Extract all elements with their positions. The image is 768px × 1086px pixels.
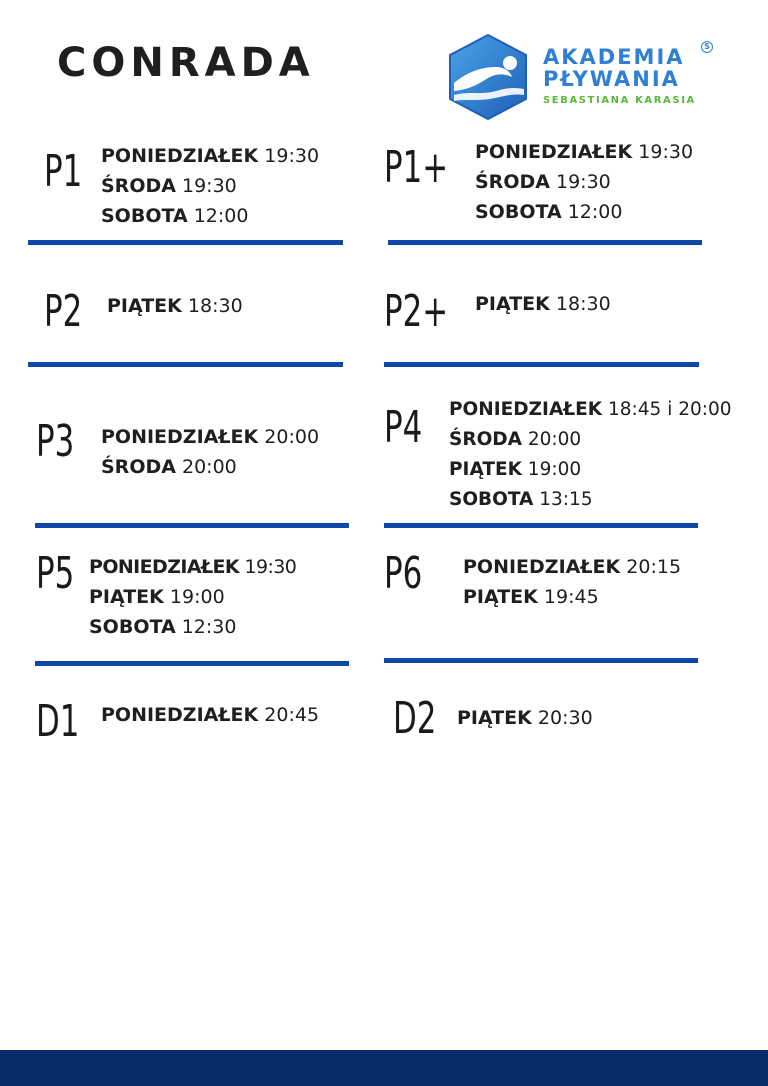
- group-schedule: [449, 395, 732, 515]
- schedule-time: 12:00: [561, 201, 623, 223]
- schedule-day: PIĄTEK: [457, 707, 532, 729]
- schedule-time: 19:45: [537, 586, 599, 608]
- group-code: P1: [44, 146, 83, 197]
- group-code: P4: [384, 402, 423, 453]
- schedule-row: [101, 700, 319, 730]
- section-divider: [384, 362, 699, 367]
- footer-bar: [0, 1050, 768, 1086]
- schedule-day: ŚRODA: [101, 175, 176, 197]
- page-title: CONRADA: [57, 40, 315, 86]
- group-schedule: [101, 141, 319, 231]
- schedule-row: [463, 582, 681, 612]
- group-schedule: [457, 703, 593, 733]
- schedule-day: PONIEDZIAŁEK: [101, 145, 259, 167]
- schedule-day: PIĄTEK: [107, 295, 182, 317]
- schedule-time: 19:00: [521, 459, 582, 480]
- schedule-row: [475, 137, 693, 167]
- schedule-row: [101, 171, 319, 201]
- schedule-day: PONIEDZIAŁEK: [463, 556, 621, 578]
- schedule-day: SOBOTA: [449, 489, 534, 510]
- schedule-time: 20:15: [620, 556, 682, 578]
- schedule-row: [449, 395, 732, 425]
- group-schedule: [463, 552, 681, 612]
- schedule-time: 19:30: [239, 556, 297, 578]
- section-divider: [384, 658, 698, 663]
- group-schedule: [475, 289, 611, 319]
- logo-line-karasia: SEBASTIANA KARASIA: [543, 95, 696, 106]
- group-code: P1+: [384, 142, 449, 193]
- schedule-day: PONIEDZIAŁEK: [101, 426, 259, 448]
- schedule-day: PONIEDZIAŁEK: [89, 556, 240, 578]
- schedule-row: [101, 201, 319, 231]
- swimmer-hexagon-icon: [446, 33, 530, 121]
- group-code: D2: [393, 693, 437, 744]
- group-code: P5: [36, 548, 75, 599]
- schedule-time: 19:30: [175, 175, 237, 197]
- group-schedule: [107, 291, 243, 321]
- section-divider: [384, 523, 698, 528]
- schedule-time: 13:15: [533, 489, 593, 510]
- schedule-time: 19:30: [258, 145, 320, 167]
- schedule-row: [449, 455, 732, 485]
- schedule-day: ŚRODA: [475, 171, 550, 193]
- schedule-row: [101, 452, 319, 482]
- group-schedule: [89, 552, 296, 642]
- group-code: P6: [384, 548, 423, 599]
- schedule-row: [449, 425, 732, 455]
- logo-line-plywania: PŁYWANIA: [543, 67, 680, 91]
- schedule-time: 18:30: [181, 295, 243, 317]
- schedule-time: 20:00: [258, 426, 320, 448]
- schedule-day: PONIEDZIAŁEK: [475, 141, 633, 163]
- schedule-row: [475, 197, 693, 227]
- section-divider: [388, 240, 702, 245]
- schedule-day: SOBOTA: [475, 201, 562, 223]
- schedule-day: ŚRODA: [449, 429, 522, 450]
- schedule-day: PIĄTEK: [89, 586, 164, 608]
- schedule-row: [457, 703, 593, 733]
- schedule-day: PONIEDZIAŁEK: [101, 704, 259, 726]
- schedule-row: [89, 552, 296, 582]
- schedule-row: [101, 141, 319, 171]
- academy-logo: [446, 33, 721, 123]
- schedule-day: ŚRODA: [101, 456, 176, 478]
- schedule-time: 12:00: [187, 205, 249, 227]
- schedule-row: [89, 612, 296, 642]
- schedule-time: 19:00: [163, 586, 225, 608]
- schedule-time: 19:30: [549, 171, 611, 193]
- section-divider: [35, 523, 349, 528]
- schedule-time: 20:00: [175, 456, 237, 478]
- group-schedule: [101, 422, 319, 482]
- group-code: D1: [36, 696, 80, 747]
- schedule-day: PONIEDZIAŁEK: [449, 399, 603, 420]
- schedule-time: 20:30: [531, 707, 593, 729]
- group-code: P2: [44, 286, 83, 337]
- section-divider: [35, 661, 349, 666]
- section-divider: [28, 240, 343, 245]
- schedule-time: 20:45: [258, 704, 320, 726]
- group-schedule: [101, 700, 319, 730]
- group-schedule: [475, 137, 693, 227]
- section-divider: [28, 362, 343, 367]
- schedule-row: [449, 485, 732, 515]
- group-code: P3: [36, 416, 75, 467]
- group-code: P2+: [384, 286, 449, 337]
- schedule-time: 18:30: [549, 293, 611, 315]
- schedule-time: 18:45 i 20:00: [602, 399, 732, 420]
- schedule-row: [475, 289, 611, 319]
- schedule-row: [89, 582, 296, 612]
- schedule-time: 19:30: [632, 141, 694, 163]
- schedule-day: PIĄTEK: [475, 293, 550, 315]
- schedule-row: [101, 422, 319, 452]
- schedule-day: SOBOTA: [101, 205, 188, 227]
- schedule-row: [475, 167, 693, 197]
- schedule-day: SOBOTA: [89, 616, 176, 638]
- schedule-time: 12:30: [175, 616, 237, 638]
- schedule-day: PIĄTEK: [449, 459, 522, 480]
- schedule-day: PIĄTEK: [463, 586, 538, 608]
- logo-line-akademia: AKADEMIA: [543, 45, 685, 69]
- schedule-time: 20:00: [521, 429, 582, 450]
- schedule-row: [107, 291, 243, 321]
- schedule-row: [463, 552, 681, 582]
- logo-mark: S: [701, 41, 713, 53]
